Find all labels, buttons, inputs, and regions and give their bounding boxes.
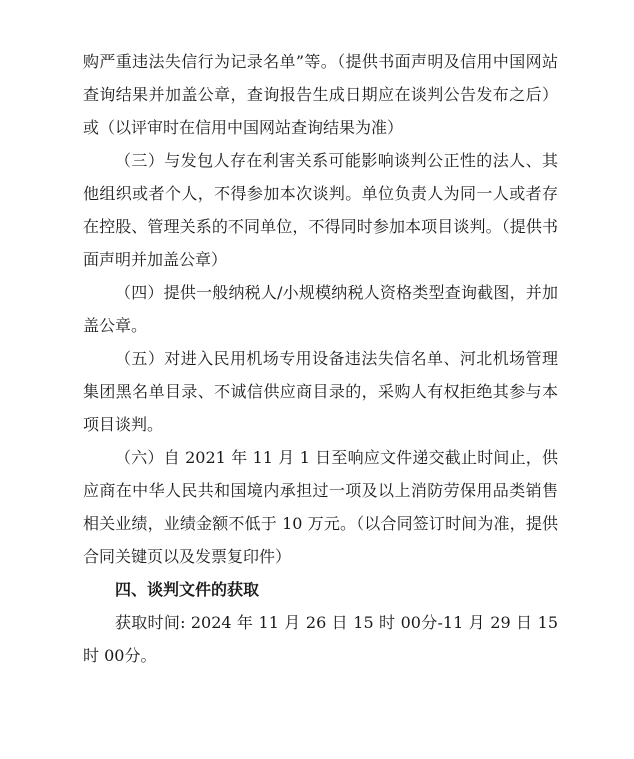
document-body: [83, 45, 558, 672]
paragraph-item-4: （四）提供一般纳税人/小规模纳税人资格类型查询截图，并加盖公章。: [83, 283, 558, 335]
section-heading: 四、谈判文件的获取: [115, 580, 260, 599]
acquisition-time: 获取时间: 2024 年 11 月 26 日 15 时 00分-11 月 29 日 15 时 00分。: [83, 613, 558, 665]
paragraph-item-3: （三）与发包人存在利害关系可能影响谈判公正性的法人、其他组织或者个人，不得参加本次谈判。单位负责人为同一人或者存在控股、管理关系的不同单位，不得同时参加本项目谈判。（提供书面声明并加盖公章）: [83, 151, 558, 269]
paragraph-item-6: （六）自 2021 年 11 月 1 日至响应文件递交截止时间止，供应商在中华人民共和国境内承担过一项及以上消防劳保用品类销售相关业绩，业绩金额不低于 10 万元。（以合同签订时间为准，提供合同关键页以及发票复印件）: [83, 448, 558, 566]
paragraph-item-5: （五）对进入民用机场专用设备违法失信名单、河北机场管理集团黑名单目录、不诚信供应商目录的，采购人有权拒绝其参与本项目谈判。: [83, 349, 558, 434]
paragraph-continuation: 购严重违法失信行为记录名单”等。（提供书面声明及信用中国网站查询结果并加盖公章，查询报告生成日期应在谈判公告发布之后）或（以评审时在信用中国网站查询结果为准）: [83, 52, 558, 137]
